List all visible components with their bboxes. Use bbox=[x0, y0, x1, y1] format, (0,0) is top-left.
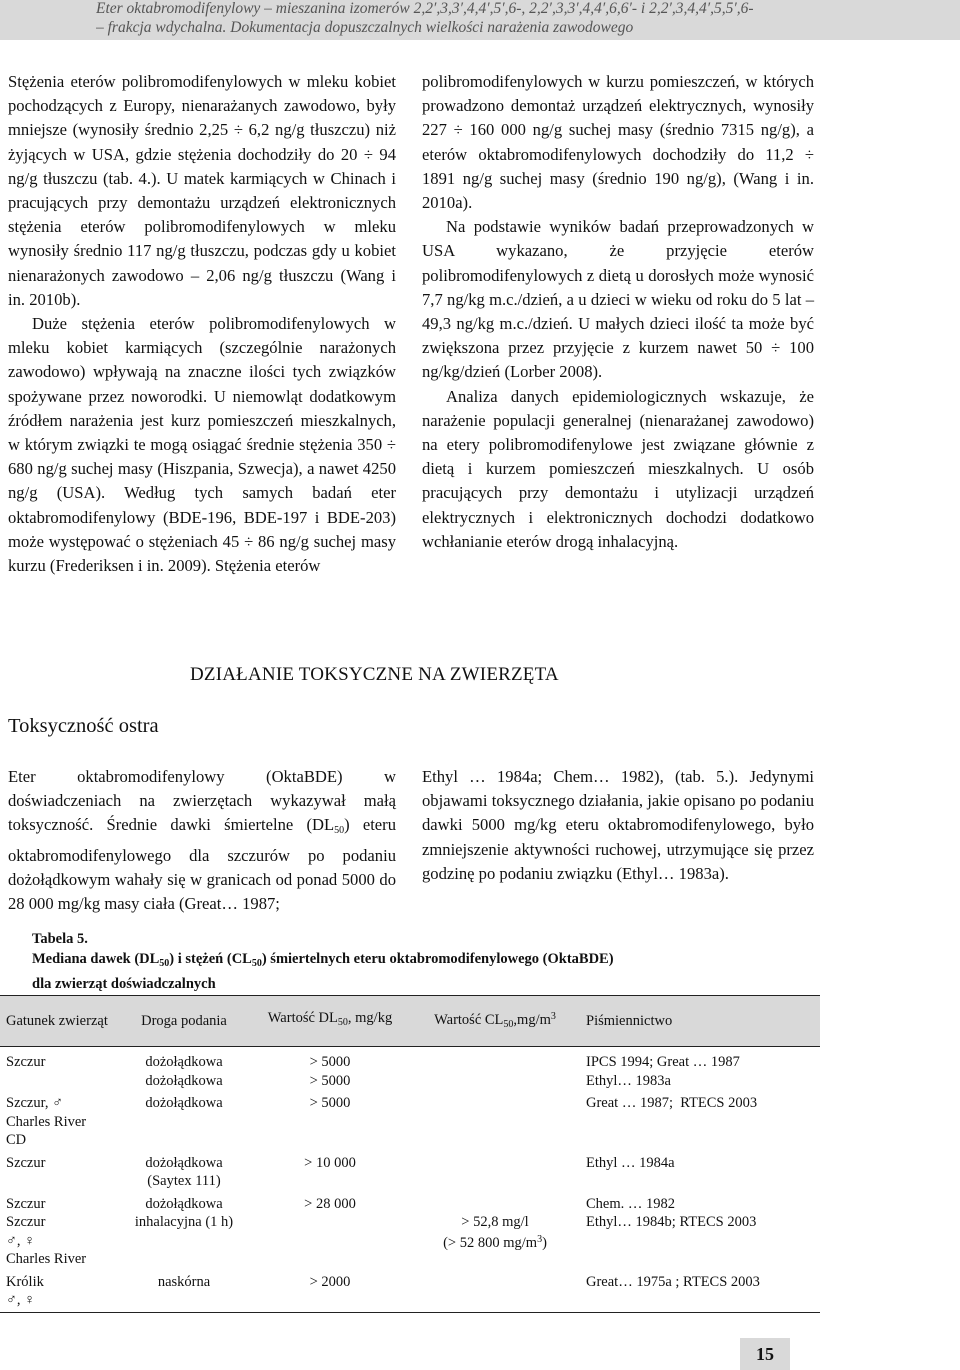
right-column bbox=[422, 70, 814, 554]
cell-cl50: > 52,8 mg/l (> 52 800 $mg/m^3$) bbox=[443, 1213, 547, 1251]
column-header-references: Piśmiennictwo bbox=[580, 996, 820, 1047]
table-row bbox=[0, 1269, 820, 1313]
subsection-heading: Toksyczność ostra bbox=[8, 715, 159, 737]
cell-reference: Great… 1975a ; RTECS 2003 bbox=[580, 1269, 820, 1313]
table-title: Mediana dawek $(DL_{50})$ i stężeń $(CL_{50})$ śmiertelnych eteru oktabromodifenylowego (OktaBDE) bbox=[32, 951, 614, 969]
cell-reference: Chem. … 1982 Ethyl… 1984b; RTECS 2003 bbox=[586, 1195, 757, 1230]
cell-dl50: > 5000 > 5000 bbox=[309, 1054, 351, 1089]
running-header bbox=[0, 0, 960, 40]
cell-dl50: > 5000 bbox=[309, 1095, 351, 1111]
cell-cl50 bbox=[410, 1269, 580, 1313]
cell-species: Szczur, ♂ Charles River CD bbox=[6, 1095, 87, 1148]
paragraph: Duże stężenia eterów polibromodifenylowych w mleku kobiet karmiących (szczególnie narażonych zawodowo) wpływają na znaczne ilości tych związków spożywane przez noworodki. U niemowląt dodatkowym źródłem narażenia jest kurz pomieszczeń mieszkalnych, w którym związki te mogą osiągać średnie stężenia 350 ÷ 680 ng/g suchej masy (Hiszpania, Szwecja), a nawet 4250 ng/g (USA). Według tych samych badań eter oktabromodifenylowy (BDE-196, BDE-197 i BDE-203) może występować o stężeniach 45 ÷ 86 ng/g suchej masy kurzu (Frederiksen i in. 2009). Stężenia eterów bbox=[8, 314, 396, 576]
table-row bbox=[0, 1047, 820, 1091]
cell-dl50: > 28 000 bbox=[304, 1195, 356, 1212]
table-row bbox=[0, 1090, 820, 1150]
cell-route: dożołądkowa inhalacyjna (1 h) bbox=[134, 1195, 234, 1230]
table-label: Tabela 5. bbox=[32, 931, 88, 947]
table-row bbox=[0, 1150, 820, 1191]
column-header-cl50: Wartość $CL_{50},mg/m^3$ bbox=[410, 996, 580, 1047]
paragraph: Ethyl … 1984a; Chem… 1982), (tab. 5.). Jedynymi objawami toksycznego działania, jakie opisano po podaniu dawki 5000 mg/kg eteru oktabromodifenylowego, było zmniejszenie aktywności ruchowej, utrzymujące się przez godzinę po podaniu związku (Ethyl… 1983a). bbox=[422, 767, 814, 883]
paragraph: polibromodifenylowych w kurzu pomieszczeń, w których prowadzono demontaż urządzeń elektrycznych, wynosiły 227 ÷ 160 000 ng/g suchej masy (średnio 7315 ng/g), a eterów oktabromodifenylowych dochodziły do 11,2 ÷ 1891 ng/g suchej masy (średnio 190 ng/g), (Wang i in. 2010a). bbox=[422, 72, 814, 213]
cell-reference: IPCS 1994; Great … 1987 Ethyl… 1983a bbox=[586, 1054, 740, 1089]
cell-cl50 bbox=[410, 1047, 580, 1091]
table-caption bbox=[32, 929, 792, 994]
cell-species: Szczur Szczur ♂, ♀ Charles River bbox=[6, 1195, 87, 1267]
paragraph: Eter oktabromodifenylowy (OktaBDE) w doświadczeniach na zwierzętach wykazywał małą toksyczność. Średnie dawki śmiertelne $(DL_{50})$ eteru oktabromodifenylowego dla szczurów po podaniu dożołądkowym wahały się w granicach od ponad 5000 do 28 000 mg/kg masy ciała (Great… 1987; bbox=[8, 767, 396, 914]
cell-route: dożołądkowa (Saytex 111) bbox=[145, 1154, 223, 1189]
lethal-dose-table bbox=[0, 995, 820, 1313]
column-header-dl50: Wartość $DL_{50}$, mg/kg bbox=[250, 996, 410, 1047]
column-header-species: Gatunek zwierząt bbox=[0, 996, 118, 1047]
cell-dl50: > 2000 bbox=[250, 1269, 410, 1313]
cell-cl50 bbox=[410, 1150, 580, 1191]
cell-dl50: > 10 000 bbox=[304, 1154, 356, 1171]
cell-reference: Great … 1987; RTECS 2003 bbox=[586, 1095, 758, 1111]
cell-route: naskórna bbox=[118, 1269, 250, 1313]
table-header-row bbox=[0, 996, 820, 1047]
acute-toxicity-right-column bbox=[422, 765, 814, 886]
paragraph: Na podstawie wyników badań przeprowadzonych w USA wykazano, że przyjęcie eterów polibromodifenylowych z dietą u dorosłych może wynosić 7,7 ng/kg m.c./dzień, a u dzieci w wieku od roku do 5 lat – 49,3 ng/kg m.c./dzień. U małych dzieci ilość ta może być zwiększona przez przyjęcie z kurzem nawet 50 ÷ 100 ng/kg/dzień (Lorber 2008). bbox=[422, 217, 814, 382]
acute-toxicity-left-column bbox=[8, 765, 396, 916]
section-heading: DZIAŁANIE TOKSYCZNE NA ZWIERZĘTA bbox=[190, 664, 559, 685]
cell-cl50 bbox=[410, 1090, 580, 1150]
cell-species: Szczur bbox=[6, 1054, 46, 1070]
running-header-title: Eter oktabromodifenylowy – mieszanina izomerów 2,2′,3,3′,4,4′,5′,6-, 2,2′,3,3′,4,4′,6,6′- i 2,2′,3,4,4′,5,5′,6- bbox=[96, 0, 754, 17]
paragraph: Stężenia eterów polibromodifenylowych w mleku kobiet pochodzących z Europy, nienarażanych zawodowo, były mniejsze (wynosiły średnio 2,25 ÷ 6,2 ng/g tłuszczu) niż żyjących w USA, gdzie stężenia dochodziły do 20 ÷ 94 ng/g tłuszczu (tab. 4.). U matek karmiących w Chinach i pracujących przy demontażu urządzeń elektronicznych stężenia eterów polibromodifenylowych w mleku wynosiły średnio 117 ng/g tłuszczu, podczas gdy u kobiet nienarażonych zawodowo – 2,06 ng/g tłuszczu (Wang i in. 2010b). bbox=[8, 72, 396, 309]
cell-route: dożołądkowa bbox=[145, 1095, 223, 1111]
cell-route: dożołądkowa dożołądkowa bbox=[145, 1054, 223, 1089]
table-title-line2: dla zwierząt doświadczalnych bbox=[32, 976, 216, 992]
page-number: 15 bbox=[740, 1338, 790, 1370]
paragraph: Analiza danych epidemiologicznych wskazuje, że narażenie populacji generalnej (nienarażanej zawodowo) na etery polibromodifenylowe jest związane głównie z dietą i kurzem pomieszczeń mieszkalnych. U osób pracujących przy demontażu i utylizacji urządzeń elektrycznych i elektronicznych dochodzi dodatkowo wchłanianie eterów drogą inhalacyjną. bbox=[422, 386, 814, 551]
cell-reference: Ethyl … 1984a bbox=[586, 1154, 675, 1171]
table-row bbox=[0, 1191, 820, 1269]
running-header-subtitle: – frakcja wdychalna. Dokumentacja dopuszczalnych wielkości narażenia zawodowego bbox=[96, 19, 634, 36]
cell-species: Szczur bbox=[6, 1154, 46, 1171]
column-header-route: Droga podania bbox=[118, 996, 250, 1047]
cell-species: Królik ♂, ♀ bbox=[0, 1269, 118, 1313]
left-column bbox=[8, 70, 396, 578]
